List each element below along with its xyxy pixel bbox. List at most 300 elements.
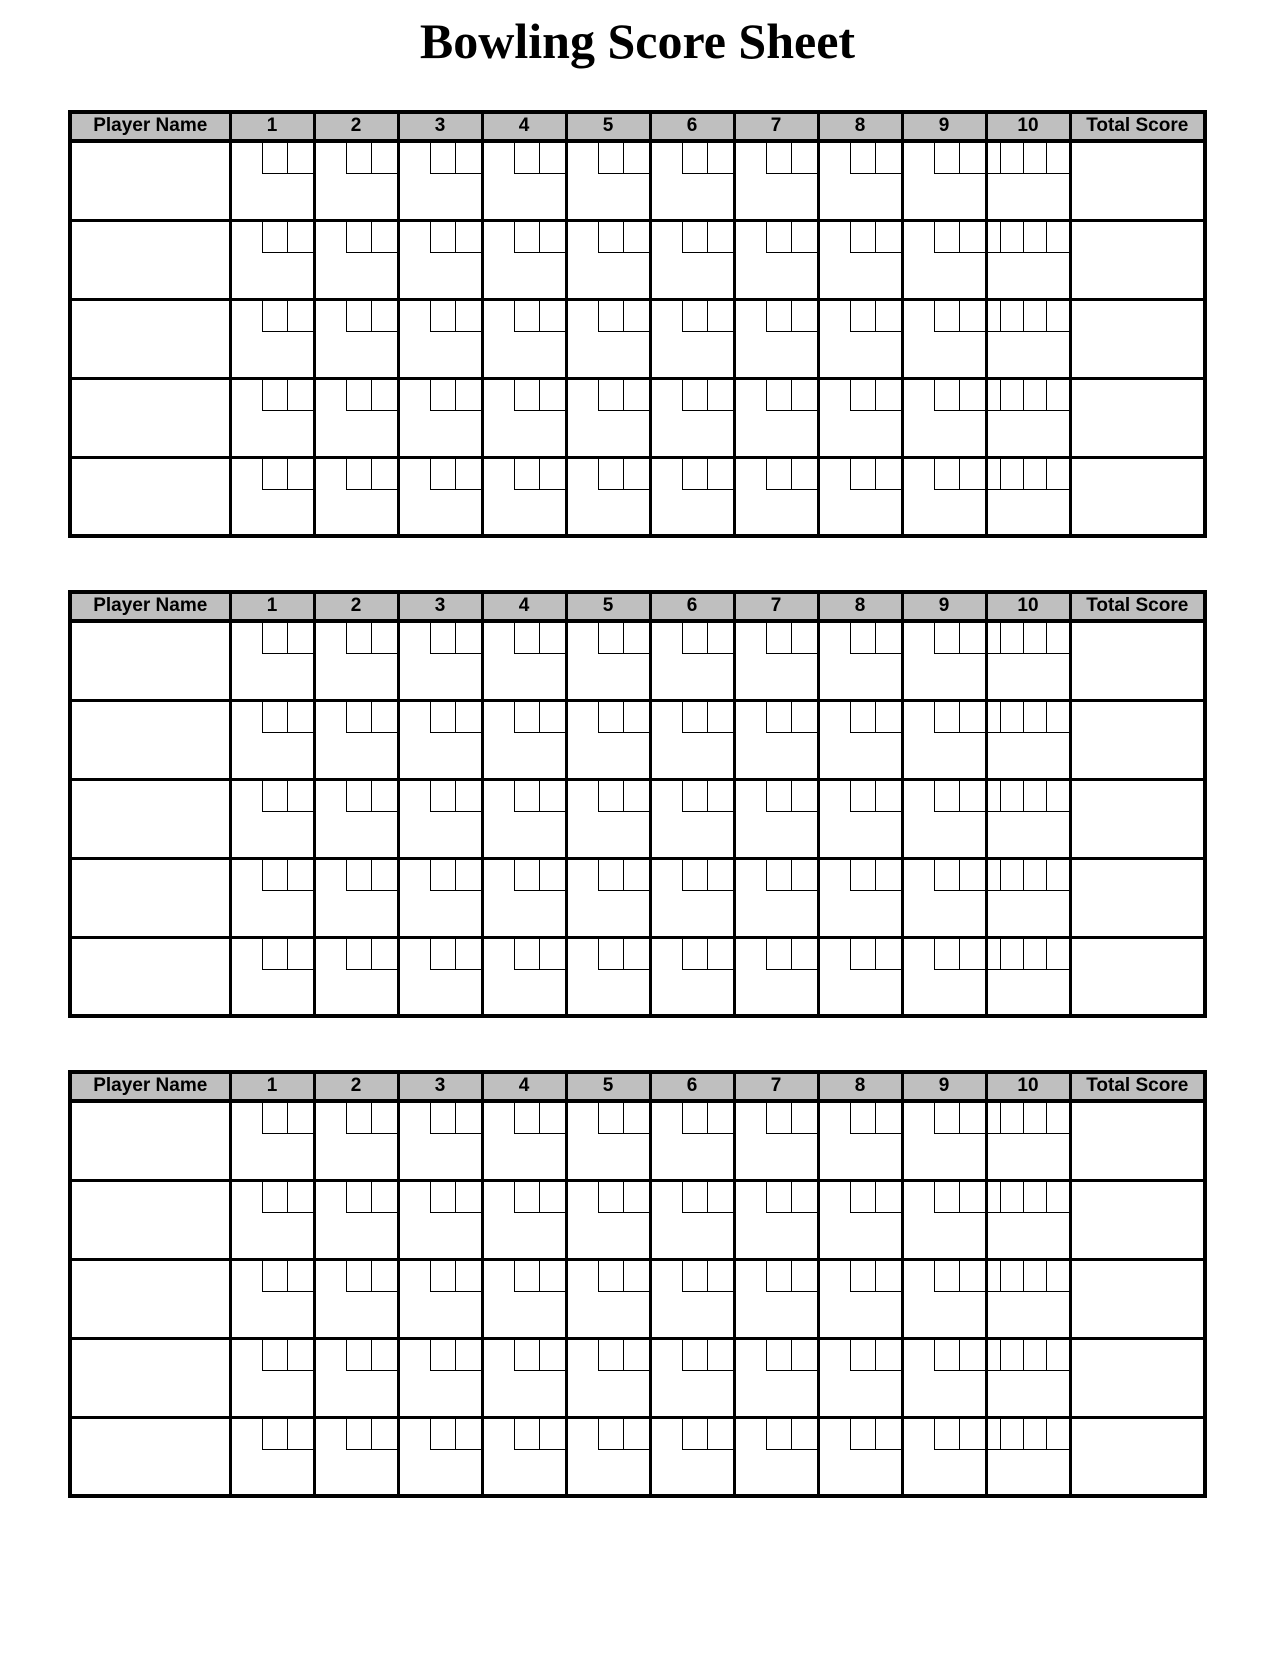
throw-box bbox=[514, 301, 540, 332]
throw-box bbox=[346, 623, 372, 654]
header-frame-8: 8 bbox=[818, 112, 902, 141]
frame-cell-5 bbox=[566, 220, 650, 299]
throw-boxes bbox=[346, 623, 397, 654]
player-row bbox=[70, 1101, 1205, 1180]
throw-boxes bbox=[514, 1261, 565, 1292]
throw-box bbox=[682, 380, 708, 411]
throw-box bbox=[875, 781, 901, 812]
throw-box bbox=[1046, 380, 1069, 410]
throw-box bbox=[959, 1103, 985, 1134]
throw-box bbox=[598, 1419, 624, 1450]
throw-box bbox=[346, 301, 372, 332]
throw-box-stub bbox=[988, 939, 1000, 969]
throw-box-stub bbox=[988, 781, 1000, 811]
throw-boxes bbox=[430, 1419, 481, 1450]
throw-boxes bbox=[430, 380, 481, 411]
player-name-cell bbox=[70, 1417, 230, 1496]
header-frame-10: 10 bbox=[986, 112, 1070, 141]
frame-cell-1 bbox=[230, 299, 314, 378]
throw-boxes bbox=[514, 459, 565, 490]
throw-boxes bbox=[766, 459, 817, 490]
throw-box bbox=[262, 222, 288, 253]
header-frame-7: 7 bbox=[734, 112, 818, 141]
score-table-1 bbox=[68, 110, 1207, 538]
player-row bbox=[70, 1338, 1205, 1417]
frame-cell-6 bbox=[650, 220, 734, 299]
frame-cell-6 bbox=[650, 937, 734, 1016]
frame-cell-9 bbox=[902, 858, 986, 937]
frame-cell-7 bbox=[734, 621, 818, 700]
throw-box bbox=[598, 1182, 624, 1213]
frame-cell-10 bbox=[986, 141, 1070, 220]
throw-box bbox=[934, 860, 960, 891]
throw-box bbox=[791, 301, 817, 332]
throw-boxes bbox=[682, 143, 733, 174]
throw-box bbox=[1046, 1182, 1069, 1212]
throw-box bbox=[850, 1103, 876, 1134]
throw-boxes bbox=[346, 143, 397, 174]
header-frame-6: 6 bbox=[650, 1072, 734, 1101]
throw-box bbox=[539, 222, 565, 253]
throw-boxes bbox=[934, 301, 985, 332]
throw-box bbox=[1000, 860, 1023, 890]
total-score-cell bbox=[1070, 378, 1205, 457]
throw-box bbox=[539, 1182, 565, 1213]
throw-box bbox=[287, 623, 313, 654]
throw-boxes bbox=[430, 623, 481, 654]
frame-cell-7 bbox=[734, 858, 818, 937]
frame-cell-3 bbox=[398, 621, 482, 700]
throw-box bbox=[707, 1261, 733, 1292]
throw-box bbox=[346, 143, 372, 174]
frame-cell-1 bbox=[230, 1338, 314, 1417]
throw-boxes bbox=[766, 1419, 817, 1450]
frame-cell-8 bbox=[818, 700, 902, 779]
frame-cell-3 bbox=[398, 457, 482, 536]
throw-box bbox=[623, 702, 649, 733]
throw-box bbox=[287, 1261, 313, 1292]
header-total-score: Total Score bbox=[1070, 592, 1205, 621]
throw-box bbox=[1000, 939, 1023, 969]
frame-cell-2 bbox=[314, 1338, 398, 1417]
throw-box bbox=[287, 1182, 313, 1213]
throw-box bbox=[539, 143, 565, 174]
throw-box bbox=[707, 459, 733, 490]
header-player-name: Player Name bbox=[70, 112, 230, 141]
throw-boxes bbox=[934, 1419, 985, 1450]
throw-box bbox=[959, 1419, 985, 1450]
total-score-cell bbox=[1070, 457, 1205, 536]
throw-box bbox=[766, 939, 792, 970]
throw-box-stub bbox=[988, 1103, 1000, 1133]
throw-boxes bbox=[598, 222, 649, 253]
player-row bbox=[70, 858, 1205, 937]
total-score-cell bbox=[1070, 141, 1205, 220]
total-score-cell bbox=[1070, 299, 1205, 378]
frame-cell-10 bbox=[986, 937, 1070, 1016]
throw-boxes bbox=[682, 380, 733, 411]
throw-boxes bbox=[850, 1261, 901, 1292]
throw-boxes bbox=[934, 222, 985, 253]
throw-box bbox=[371, 301, 397, 332]
throw-box bbox=[682, 1103, 708, 1134]
throw-boxes bbox=[934, 939, 985, 970]
throw-boxes bbox=[934, 1261, 985, 1292]
header-frame-8: 8 bbox=[818, 592, 902, 621]
throw-box bbox=[514, 1340, 540, 1371]
frame-cell-5 bbox=[566, 457, 650, 536]
throw-box bbox=[371, 702, 397, 733]
total-score-cell bbox=[1070, 858, 1205, 937]
frame-cell-4 bbox=[482, 700, 566, 779]
throw-box bbox=[455, 781, 481, 812]
throw-box bbox=[539, 1103, 565, 1134]
throw-box bbox=[623, 1182, 649, 1213]
throw-box bbox=[430, 1340, 456, 1371]
frame-cell-10 bbox=[986, 1338, 1070, 1417]
throw-box bbox=[1023, 459, 1046, 489]
throw-box bbox=[959, 860, 985, 891]
score-tables-container bbox=[0, 110, 1275, 1498]
throw-box bbox=[371, 380, 397, 411]
frame-cell-6 bbox=[650, 457, 734, 536]
throw-box bbox=[766, 702, 792, 733]
throw-boxes bbox=[430, 702, 481, 733]
throw-box bbox=[623, 459, 649, 490]
header-frame-3: 3 bbox=[398, 1072, 482, 1101]
throw-box bbox=[514, 1419, 540, 1450]
throw-box bbox=[1000, 1419, 1023, 1449]
frame-cell-6 bbox=[650, 700, 734, 779]
throw-boxes bbox=[430, 1103, 481, 1134]
throw-box bbox=[623, 1261, 649, 1292]
throw-box bbox=[934, 781, 960, 812]
frame-cell-10 bbox=[986, 378, 1070, 457]
throw-box bbox=[682, 702, 708, 733]
throw-box bbox=[1023, 1182, 1046, 1212]
throw-box bbox=[959, 1182, 985, 1213]
throw-box bbox=[707, 222, 733, 253]
throw-box bbox=[850, 860, 876, 891]
frame-cell-4 bbox=[482, 1101, 566, 1180]
throw-box bbox=[514, 380, 540, 411]
player-name-cell bbox=[70, 858, 230, 937]
throw-box bbox=[623, 1419, 649, 1450]
frame-cell-2 bbox=[314, 700, 398, 779]
frame-cell-8 bbox=[818, 378, 902, 457]
frame-cell-2 bbox=[314, 1180, 398, 1259]
throw-box-stub bbox=[988, 1261, 1000, 1291]
frame-cell-9 bbox=[902, 378, 986, 457]
score-table-body bbox=[70, 621, 1205, 1016]
throw-box bbox=[682, 781, 708, 812]
throw-boxes bbox=[598, 301, 649, 332]
frame-cell-7 bbox=[734, 299, 818, 378]
frame-cell-9 bbox=[902, 457, 986, 536]
throw-box bbox=[682, 459, 708, 490]
header-frame-2: 2 bbox=[314, 112, 398, 141]
throw-box bbox=[934, 623, 960, 654]
frame-cell-3 bbox=[398, 141, 482, 220]
frame-cell-4 bbox=[482, 1338, 566, 1417]
throw-box bbox=[371, 1419, 397, 1450]
throw-boxes bbox=[514, 1340, 565, 1371]
throw-box bbox=[875, 222, 901, 253]
header-frame-6: 6 bbox=[650, 592, 734, 621]
frame-cell-9 bbox=[902, 299, 986, 378]
throw-box bbox=[1046, 781, 1069, 811]
throw-box bbox=[598, 1340, 624, 1371]
throw-boxes-frame-10 bbox=[988, 1419, 1069, 1450]
player-name-cell bbox=[70, 1338, 230, 1417]
throw-boxes bbox=[598, 1261, 649, 1292]
frame-cell-8 bbox=[818, 1101, 902, 1180]
throw-box bbox=[598, 143, 624, 174]
throw-boxes bbox=[850, 702, 901, 733]
throw-box bbox=[346, 781, 372, 812]
throw-box bbox=[934, 1103, 960, 1134]
throw-box bbox=[1046, 939, 1069, 969]
throw-box bbox=[959, 702, 985, 733]
throw-boxes bbox=[346, 1261, 397, 1292]
throw-boxes bbox=[346, 301, 397, 332]
frame-cell-8 bbox=[818, 220, 902, 299]
header-frame-1: 1 bbox=[230, 112, 314, 141]
throw-box bbox=[371, 939, 397, 970]
throw-box bbox=[430, 459, 456, 490]
frame-cell-3 bbox=[398, 700, 482, 779]
throw-box bbox=[514, 781, 540, 812]
frame-cell-3 bbox=[398, 1338, 482, 1417]
frame-cell-4 bbox=[482, 378, 566, 457]
frame-cell-7 bbox=[734, 378, 818, 457]
frame-cell-1 bbox=[230, 1417, 314, 1496]
header-row bbox=[70, 592, 1205, 621]
frame-cell-9 bbox=[902, 1101, 986, 1180]
throw-box bbox=[959, 301, 985, 332]
total-score-cell bbox=[1070, 1180, 1205, 1259]
throw-box bbox=[791, 702, 817, 733]
throw-boxes bbox=[262, 459, 313, 490]
throw-box bbox=[1046, 301, 1069, 331]
throw-box bbox=[682, 1340, 708, 1371]
throw-box bbox=[262, 781, 288, 812]
frame-cell-1 bbox=[230, 779, 314, 858]
throw-box bbox=[430, 702, 456, 733]
header-frame-1: 1 bbox=[230, 592, 314, 621]
score-table-header bbox=[70, 1072, 1205, 1101]
frame-cell-10 bbox=[986, 220, 1070, 299]
throw-boxes bbox=[934, 1182, 985, 1213]
throw-box bbox=[1000, 781, 1023, 811]
player-row bbox=[70, 141, 1205, 220]
player-name-cell bbox=[70, 621, 230, 700]
throw-box bbox=[371, 623, 397, 654]
throw-boxes bbox=[850, 1182, 901, 1213]
total-score-cell bbox=[1070, 700, 1205, 779]
throw-boxes bbox=[850, 1103, 901, 1134]
header-frame-5: 5 bbox=[566, 592, 650, 621]
throw-box bbox=[682, 939, 708, 970]
player-row bbox=[70, 937, 1205, 1016]
throw-boxes bbox=[934, 860, 985, 891]
throw-boxes bbox=[682, 301, 733, 332]
throw-box bbox=[766, 1103, 792, 1134]
throw-boxes bbox=[430, 939, 481, 970]
frame-cell-6 bbox=[650, 141, 734, 220]
throw-box bbox=[875, 380, 901, 411]
header-total-score: Total Score bbox=[1070, 112, 1205, 141]
player-name-cell bbox=[70, 937, 230, 1016]
frame-cell-3 bbox=[398, 779, 482, 858]
throw-boxes bbox=[766, 222, 817, 253]
throw-boxes bbox=[430, 459, 481, 490]
player-row bbox=[70, 299, 1205, 378]
frame-cell-6 bbox=[650, 621, 734, 700]
frame-cell-5 bbox=[566, 378, 650, 457]
throw-boxes bbox=[850, 939, 901, 970]
throw-boxes bbox=[598, 459, 649, 490]
frame-cell-7 bbox=[734, 141, 818, 220]
throw-box-stub bbox=[988, 459, 1000, 489]
throw-box bbox=[371, 1340, 397, 1371]
throw-boxes bbox=[514, 1103, 565, 1134]
throw-boxes bbox=[598, 1103, 649, 1134]
throw-boxes bbox=[514, 939, 565, 970]
header-frame-5: 5 bbox=[566, 1072, 650, 1101]
throw-box bbox=[514, 1103, 540, 1134]
total-score-cell bbox=[1070, 1259, 1205, 1338]
header-frame-7: 7 bbox=[734, 1072, 818, 1101]
throw-box bbox=[455, 380, 481, 411]
frame-cell-2 bbox=[314, 378, 398, 457]
throw-box bbox=[371, 1182, 397, 1213]
throw-box bbox=[707, 1340, 733, 1371]
throw-boxes bbox=[346, 1419, 397, 1450]
throw-boxes bbox=[934, 781, 985, 812]
throw-box bbox=[875, 939, 901, 970]
throw-boxes bbox=[598, 623, 649, 654]
throw-boxes bbox=[514, 222, 565, 253]
frame-cell-9 bbox=[902, 621, 986, 700]
throw-box bbox=[850, 939, 876, 970]
throw-box bbox=[959, 939, 985, 970]
throw-boxes bbox=[514, 301, 565, 332]
throw-box bbox=[346, 459, 372, 490]
throw-box bbox=[791, 939, 817, 970]
frame-cell-3 bbox=[398, 1259, 482, 1338]
throw-box bbox=[959, 143, 985, 174]
player-name-cell bbox=[70, 141, 230, 220]
throw-box bbox=[623, 781, 649, 812]
throw-box bbox=[934, 143, 960, 174]
throw-box bbox=[455, 222, 481, 253]
score-table-header bbox=[70, 592, 1205, 621]
frame-cell-8 bbox=[818, 457, 902, 536]
frame-cell-6 bbox=[650, 1101, 734, 1180]
frame-cell-5 bbox=[566, 621, 650, 700]
player-name-cell bbox=[70, 779, 230, 858]
frame-cell-6 bbox=[650, 378, 734, 457]
throw-box bbox=[682, 301, 708, 332]
throw-box bbox=[623, 1103, 649, 1134]
throw-boxes bbox=[934, 459, 985, 490]
frame-cell-9 bbox=[902, 220, 986, 299]
throw-boxes bbox=[850, 781, 901, 812]
throw-boxes bbox=[598, 860, 649, 891]
total-score-cell bbox=[1070, 220, 1205, 299]
frame-cell-7 bbox=[734, 220, 818, 299]
throw-box bbox=[875, 143, 901, 174]
throw-box bbox=[1000, 1340, 1023, 1370]
throw-box bbox=[539, 380, 565, 411]
throw-boxes bbox=[766, 939, 817, 970]
throw-boxes bbox=[934, 702, 985, 733]
throw-boxes bbox=[598, 1419, 649, 1450]
throw-box bbox=[934, 702, 960, 733]
throw-box bbox=[455, 143, 481, 174]
frame-cell-2 bbox=[314, 1101, 398, 1180]
throw-boxes bbox=[262, 1419, 313, 1450]
throw-box bbox=[430, 380, 456, 411]
throw-boxes bbox=[598, 143, 649, 174]
throw-boxes bbox=[346, 1103, 397, 1134]
throw-boxes bbox=[682, 623, 733, 654]
throw-box bbox=[850, 702, 876, 733]
throw-box bbox=[371, 143, 397, 174]
throw-box bbox=[766, 1419, 792, 1450]
frame-cell-2 bbox=[314, 299, 398, 378]
frame-cell-3 bbox=[398, 378, 482, 457]
throw-box bbox=[262, 939, 288, 970]
throw-box bbox=[1023, 939, 1046, 969]
throw-box-stub bbox=[988, 623, 1000, 653]
frame-cell-3 bbox=[398, 858, 482, 937]
frame-cell-8 bbox=[818, 141, 902, 220]
throw-box bbox=[287, 222, 313, 253]
throw-box bbox=[430, 1182, 456, 1213]
throw-box bbox=[707, 860, 733, 891]
player-row bbox=[70, 1259, 1205, 1338]
throw-box bbox=[430, 143, 456, 174]
throw-box bbox=[934, 1419, 960, 1450]
header-player-name: Player Name bbox=[70, 1072, 230, 1101]
throw-box bbox=[1023, 143, 1046, 173]
throw-boxes bbox=[850, 301, 901, 332]
throw-box bbox=[539, 1261, 565, 1292]
throw-box bbox=[598, 702, 624, 733]
throw-boxes bbox=[262, 143, 313, 174]
throw-boxes bbox=[262, 702, 313, 733]
throw-boxes-frame-10 bbox=[988, 380, 1069, 411]
frame-cell-8 bbox=[818, 1417, 902, 1496]
throw-box bbox=[766, 1261, 792, 1292]
frame-cell-2 bbox=[314, 937, 398, 1016]
throw-box bbox=[371, 222, 397, 253]
frame-cell-1 bbox=[230, 621, 314, 700]
header-frame-4: 4 bbox=[482, 112, 566, 141]
throw-box bbox=[514, 1182, 540, 1213]
throw-boxes bbox=[934, 623, 985, 654]
frame-cell-4 bbox=[482, 1180, 566, 1259]
frame-cell-4 bbox=[482, 1259, 566, 1338]
throw-box bbox=[1000, 459, 1023, 489]
throw-box bbox=[623, 1340, 649, 1371]
throw-box bbox=[455, 1261, 481, 1292]
throw-boxes-frame-10 bbox=[988, 939, 1069, 970]
frame-cell-4 bbox=[482, 220, 566, 299]
throw-box bbox=[287, 459, 313, 490]
